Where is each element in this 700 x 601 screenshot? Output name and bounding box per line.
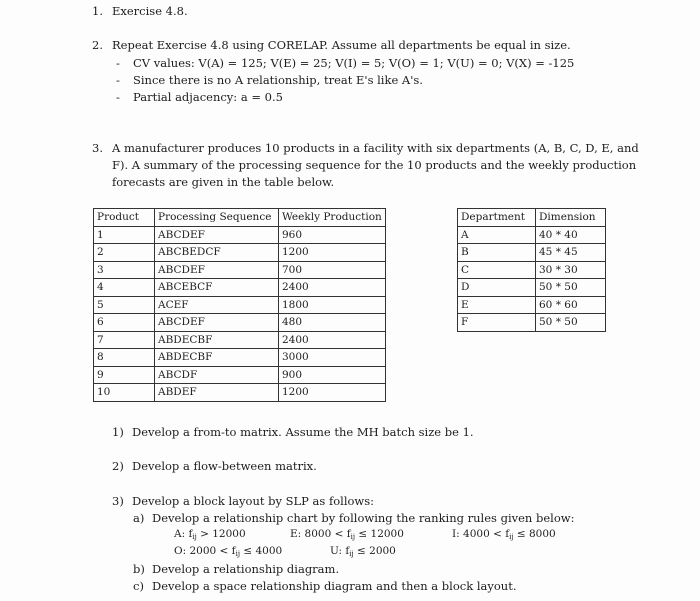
subtask-c-label: c) bbox=[133, 579, 144, 593]
item3-line-3: forecasts are given in the table below. bbox=[112, 175, 335, 189]
table-row bbox=[94, 244, 386, 262]
bullet-dash: - bbox=[116, 73, 120, 87]
column-header: Dimension bbox=[536, 209, 606, 227]
item2-text: Repeat Exercise 4.8 using CORELAP. Assume all departments be equal in size. bbox=[112, 38, 571, 52]
task3-number: 3) bbox=[112, 494, 124, 508]
table-cell: B bbox=[458, 244, 536, 262]
table-row bbox=[94, 366, 386, 384]
table-cell: 8 bbox=[94, 349, 155, 367]
table-cell: C bbox=[458, 261, 536, 279]
table-cell: 30 * 30 bbox=[536, 261, 606, 279]
rule-u: U: $f_{ij} \le 2000$ bbox=[330, 545, 396, 558]
department-table bbox=[457, 208, 606, 332]
table-cell: ABDECBF bbox=[155, 331, 279, 349]
table-cell: ACEF bbox=[155, 296, 279, 314]
table-row bbox=[458, 296, 606, 314]
column-header: Product bbox=[94, 209, 155, 227]
table-row bbox=[94, 279, 386, 297]
table-row bbox=[458, 261, 606, 279]
table-cell: ABCBEDCF bbox=[155, 244, 279, 262]
table-cell: E bbox=[458, 296, 536, 314]
table-header-row bbox=[94, 209, 386, 227]
rule-o: O: $2000 < f_{ij} \le 4000$ bbox=[174, 545, 283, 558]
table-row bbox=[94, 349, 386, 367]
table-cell: 50 * 50 bbox=[536, 314, 606, 332]
task3-text: Develop a block layout by SLP as follows: bbox=[132, 494, 375, 508]
table-cell: ABCDF bbox=[155, 366, 279, 384]
subtask-b-text: Develop a relationship diagram. bbox=[152, 562, 340, 576]
table-header-row bbox=[458, 209, 606, 227]
item3-number: 3. bbox=[92, 141, 103, 155]
table-row bbox=[458, 279, 606, 297]
table-row bbox=[94, 331, 386, 349]
table-cell: D bbox=[458, 279, 536, 297]
table-row bbox=[94, 296, 386, 314]
table-cell: ABCEBCF bbox=[155, 279, 279, 297]
table-row bbox=[458, 244, 606, 262]
bullet-dash: - bbox=[116, 90, 120, 104]
task1-text: Develop a from-to matrix. Assume the MH batch size be 1. bbox=[132, 425, 474, 439]
rule-i: I: $4000 < f_{ij} \le 8000$ bbox=[452, 528, 556, 541]
subtask-b-label: b) bbox=[133, 562, 145, 576]
rule-a: A: $f_{ij} > 12000$ bbox=[174, 528, 246, 541]
table-cell: 50 * 50 bbox=[536, 279, 606, 297]
table-cell: 1800 bbox=[279, 296, 386, 314]
table-cell: 3000 bbox=[279, 349, 386, 367]
item3-line-1: A manufacturer produces 10 products in a facility with six departments (A, B, C, D, E, and bbox=[112, 141, 639, 155]
table-cell: 60 * 60 bbox=[536, 296, 606, 314]
column-header: Department bbox=[458, 209, 536, 227]
table-cell: 10 bbox=[94, 384, 155, 402]
table-cell: 480 bbox=[279, 314, 386, 332]
no-a-relationship-bullet: Since there is no A relationship, treat E's like A's. bbox=[133, 73, 423, 87]
table-cell: 1200 bbox=[279, 244, 386, 262]
table-cell: 900 bbox=[279, 366, 386, 384]
partial-adjacency-bullet: Partial adjacency: a = 0.5 bbox=[133, 90, 283, 104]
table-row bbox=[458, 314, 606, 332]
table-cell: 40 * 40 bbox=[536, 226, 606, 244]
table-cell: 45 * 45 bbox=[536, 244, 606, 262]
column-header: Weekly Production bbox=[279, 209, 386, 227]
task2-text: Develop a flow-between matrix. bbox=[132, 459, 317, 473]
table-cell: 1200 bbox=[279, 384, 386, 402]
table-row bbox=[94, 314, 386, 332]
task2-number: 2) bbox=[112, 459, 124, 473]
task1-number: 1) bbox=[112, 425, 124, 439]
table-cell: 1 bbox=[94, 226, 155, 244]
item1-number: 1. bbox=[92, 4, 103, 18]
table-row bbox=[94, 226, 386, 244]
table-cell: 2400 bbox=[279, 331, 386, 349]
table-cell: 4 bbox=[94, 279, 155, 297]
table-cell: 3 bbox=[94, 261, 155, 279]
table-cell: 9 bbox=[94, 366, 155, 384]
table-row bbox=[94, 384, 386, 402]
table-cell: 2400 bbox=[279, 279, 386, 297]
table-cell: 7 bbox=[94, 331, 155, 349]
table-row bbox=[94, 261, 386, 279]
table-cell: ABDECBF bbox=[155, 349, 279, 367]
cv-values-bullet: CV values: V(A) = 125; V(E) = 25; V(I) = 5; V(O) = 1; V(U) = 0; V(X) = -125 bbox=[133, 56, 575, 70]
subtask-c-text: Develop a space relationship diagram and then a block layout. bbox=[152, 579, 517, 593]
table-cell: 6 bbox=[94, 314, 155, 332]
table-cell: 700 bbox=[279, 261, 386, 279]
rule-e: E: $8000 < f_{ij} \le 12000$ bbox=[290, 528, 404, 541]
table-cell: ABCDEF bbox=[155, 261, 279, 279]
item1-text: Exercise 4.8. bbox=[112, 4, 188, 18]
product-table bbox=[93, 208, 386, 402]
item3-line-2: F). A summary of the processing sequence for the 10 products and the weekly production bbox=[112, 158, 637, 172]
bullet-dash: - bbox=[116, 56, 120, 70]
subtask-a-label: a) bbox=[133, 511, 145, 525]
table-cell: 2 bbox=[94, 244, 155, 262]
table-row bbox=[458, 226, 606, 244]
table-cell: A bbox=[458, 226, 536, 244]
subtask-a-text: Develop a relationship chart by following the ranking rules given below: bbox=[152, 511, 575, 525]
table-cell: ABCDEF bbox=[155, 314, 279, 332]
table-cell: ABCDEF bbox=[155, 226, 279, 244]
table-cell: 5 bbox=[94, 296, 155, 314]
table-cell: 960 bbox=[279, 226, 386, 244]
column-header: Processing Sequence bbox=[155, 209, 279, 227]
table-cell: F bbox=[458, 314, 536, 332]
item2-number: 2. bbox=[92, 38, 103, 52]
table-cell: ABDEF bbox=[155, 384, 279, 402]
